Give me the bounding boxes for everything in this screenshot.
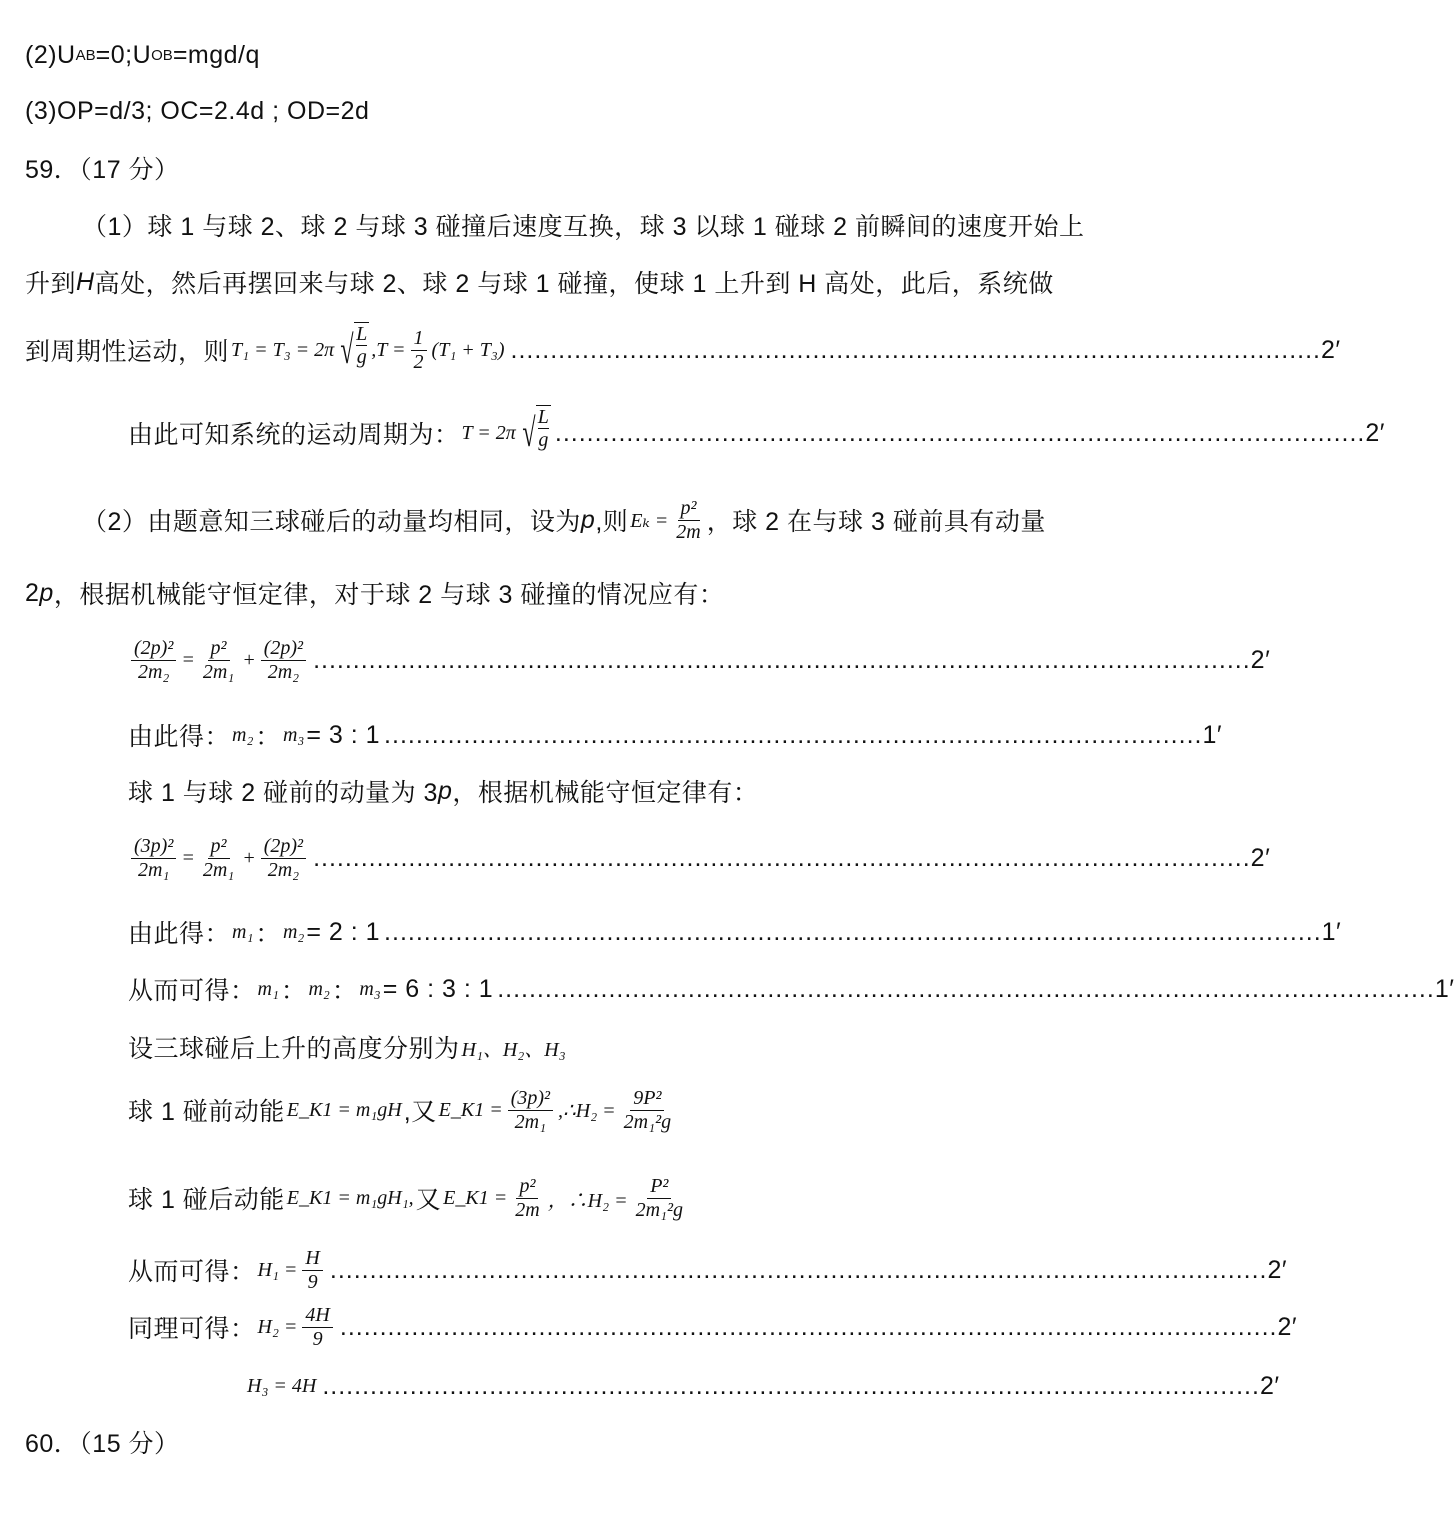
numerator: p² (678, 497, 700, 521)
text-line (128, 1240, 1288, 1300)
numerator: 9P² (630, 1087, 664, 1111)
text: (2)U (25, 40, 76, 69)
dotted-leader: ...................................................................................................................... (339, 1312, 1278, 1341)
text-line (128, 705, 1223, 765)
fraction (302, 1247, 322, 1294)
text-line (82, 490, 1046, 550)
text-line (128, 1168, 689, 1228)
variable: p (437, 776, 453, 805)
numerator: L (537, 406, 549, 428)
text: = 2 : 1 (306, 917, 381, 946)
text: 从而可得： (128, 977, 256, 1005)
numerator: (2p)² (261, 637, 306, 661)
math-expression: ,T = (371, 338, 406, 361)
variable: H (76, 267, 95, 296)
numerator: p² (208, 637, 230, 661)
numerator: H (302, 1247, 322, 1271)
denominator: 9 (307, 1270, 318, 1293)
text: ，球 2 在与球 3 碰前具有动量 (706, 508, 1046, 536)
text-line (128, 403, 1385, 463)
math-expression: T = 2π (461, 421, 516, 444)
math-expression: ,∴H₂ = (558, 1099, 616, 1122)
math-expression: ，∴H₂ = (547, 1189, 628, 1212)
text: 1′ (1434, 974, 1454, 1003)
text: ： (280, 977, 307, 1005)
text: 从而可得： (128, 1258, 256, 1286)
math-expression: m₂ (282, 920, 305, 943)
dotted-leader: ...................................................................................................................... (313, 843, 1251, 872)
denominator: 9 (312, 1327, 323, 1350)
text: ,又 (403, 1098, 437, 1126)
fraction (200, 835, 237, 882)
text-line (128, 1080, 677, 1140)
denominator: 2m₁ (137, 858, 170, 881)
numerator: 4H (302, 1304, 332, 1328)
denominator: 2m₁ (514, 1110, 547, 1133)
text-line (82, 195, 1085, 255)
text: 高处，然后再摆回来与球 2、球 2 与球 1 碰撞，使球 1 上升到 H 高处，此后，系统做 (94, 270, 1054, 298)
dotted-leader: ...................................................................................................... (510, 335, 1321, 364)
fraction (621, 1087, 674, 1134)
denominator: 2m₁ (202, 660, 235, 683)
dotted-leader: ...................................................................................................................... (313, 645, 1251, 674)
text-line (128, 630, 1271, 690)
text: 设三球碰后上升的高度分别为 (128, 1035, 460, 1063)
math-expression: + (242, 648, 256, 671)
text: 2′ (1267, 1255, 1288, 1284)
text-line (25, 1412, 180, 1472)
text: 由此得： (128, 920, 231, 948)
text-line (25, 81, 369, 141)
text: 球 1 碰前动能 (128, 1098, 285, 1126)
math-expression: E_K1 = (443, 1186, 508, 1209)
dotted-leader: ...................................................................................................................... (322, 1371, 1260, 1400)
text: 1′ (1202, 720, 1223, 749)
square-root (336, 322, 369, 378)
text: 球 1 与球 2 碰前的动量为 3 (128, 779, 438, 807)
text: = 6 : 3 : 1 (382, 974, 494, 1003)
fraction (633, 1175, 686, 1222)
denominator: 2m₂ (267, 660, 300, 683)
text: 同理可得： (128, 1315, 256, 1343)
text: 2′ (1277, 1312, 1298, 1341)
text-line (25, 25, 260, 85)
math-expression: Eₖ = (630, 509, 669, 532)
text-line (128, 1297, 1298, 1357)
numerator: (2p)² (261, 835, 306, 859)
numerator: P² (647, 1175, 671, 1199)
text: 2′ (1250, 843, 1271, 872)
math-expression: m₁ (232, 920, 254, 943)
text-line (128, 761, 758, 821)
radical-sign-icon: √ (522, 410, 536, 455)
text: ： (255, 920, 281, 948)
denominator: g (538, 429, 549, 451)
math-expression: H₁ = (257, 1258, 298, 1281)
math-expression: m₃ (359, 977, 381, 1000)
text-line (25, 563, 724, 623)
denominator: 2 (413, 350, 424, 373)
text: 2 (25, 578, 40, 607)
denominator: 2m₁²g (635, 1198, 683, 1221)
math-expression: + (242, 846, 256, 869)
variable: p (39, 578, 54, 607)
math-expression: = (181, 846, 195, 869)
text: 由此得： (128, 723, 231, 751)
text: 60．（15 分） (25, 1430, 180, 1458)
denominator: 2m₁ (202, 858, 235, 881)
math-expression: H₃ = 4H (247, 1374, 317, 1397)
fraction (411, 327, 427, 374)
numerator: 1 (411, 327, 427, 351)
text: 升到 (25, 270, 77, 298)
subscript: OB (151, 46, 173, 64)
dotted-leader: ...................................................................................................................... (329, 1255, 1268, 1284)
denominator: 2m₂ (267, 858, 300, 881)
fraction (131, 835, 176, 882)
text-line (25, 138, 180, 198)
numerator: (3p)² (508, 1087, 553, 1111)
math-expression: m₁ (257, 977, 279, 1000)
radicand (536, 405, 551, 461)
denominator: 2m₂ (137, 660, 170, 683)
math-expression: E_K1 = m₁gH (286, 1098, 402, 1121)
variable: p (580, 505, 596, 534)
text: 2′ (1259, 1371, 1280, 1400)
fraction (508, 1087, 553, 1134)
text: 2′ (1250, 645, 1271, 674)
text: ,则 (595, 508, 629, 536)
text-line (128, 902, 1342, 962)
text: ： (255, 723, 281, 751)
square-root (518, 405, 551, 461)
text-line (128, 1017, 568, 1077)
fraction (200, 637, 237, 684)
numerator: p² (516, 1175, 538, 1199)
text: =0;U (95, 40, 152, 69)
text-line (128, 959, 1454, 1019)
text: 2′ (1365, 418, 1385, 447)
text-line (25, 252, 1054, 312)
text: ： (331, 977, 358, 1005)
math-expression: H₁、H₂、H₃ (461, 1038, 566, 1061)
denominator: 2m (676, 520, 701, 543)
text: ，根据机械能守恒定律有： (452, 779, 759, 807)
denominator: 2m (515, 1198, 540, 1221)
text: 由此可知系统的运动周期为： (128, 421, 460, 449)
math-expression: E_K1 = m₁gH₁, (286, 1186, 414, 1209)
fraction (673, 497, 703, 544)
text: 到周期性运动，则 (25, 338, 230, 366)
dotted-leader: ...................................................................................................................... (497, 974, 1435, 1003)
math-expression: E_K1 = (438, 1098, 503, 1121)
fraction (261, 637, 306, 684)
math-expression: T₁ = T₃ = 2π (231, 338, 335, 361)
math-expression: H₂ = (257, 1315, 298, 1338)
text: = 3 : 1 (306, 720, 381, 749)
math-expression: = (181, 648, 195, 671)
fraction (302, 1304, 332, 1351)
text: =mgd/q (172, 40, 260, 69)
fraction (261, 835, 306, 882)
radicand (354, 322, 369, 378)
subscript: AB (75, 46, 96, 64)
radical-sign-icon: √ (340, 327, 354, 372)
text: 2′ (1320, 335, 1341, 364)
text: 1′ (1321, 917, 1342, 946)
dotted-leader: ...................................................................................................................... (384, 917, 1322, 946)
numerator: (3p)² (131, 835, 176, 859)
dotted-leader: ....................................................................................................... (384, 720, 1203, 749)
text: （1）球 1 与球 2、球 2 与球 3 碰撞后速度互换，球 3 以球 1 碰球 2 前瞬间的速度开始上 (82, 213, 1085, 241)
text-line (25, 320, 1341, 380)
dotted-leader: ...................................................................................................... (554, 418, 1366, 447)
text: 又 (415, 1186, 442, 1214)
math-expression: m₃ (282, 723, 305, 746)
fraction (131, 637, 176, 684)
text-line (245, 1356, 1280, 1416)
text: （2）由题意知三球碰后的动量均相同，设为 (82, 508, 581, 536)
text: 球 1 碰后动能 (128, 1186, 285, 1214)
denominator: g (356, 346, 367, 368)
math-expression: m₂ (308, 977, 330, 1000)
text: (3)OP=d/3; OC=2.4d ; OD=2d (25, 96, 370, 125)
numerator: (2p)² (131, 637, 176, 661)
math-expression: (T₁ + T₃) (431, 338, 505, 361)
text: ，根据机械能守恒定律，对于球 2 与球 3 碰撞的情况应有： (53, 581, 725, 609)
text-line (128, 828, 1271, 888)
numerator: p² (208, 835, 230, 859)
denominator: 2m₁²g (623, 1110, 672, 1133)
fraction (512, 1175, 542, 1222)
numerator: L (356, 323, 368, 345)
text: 59．（17 分） (25, 156, 180, 184)
math-expression: m₂ (232, 723, 254, 746)
